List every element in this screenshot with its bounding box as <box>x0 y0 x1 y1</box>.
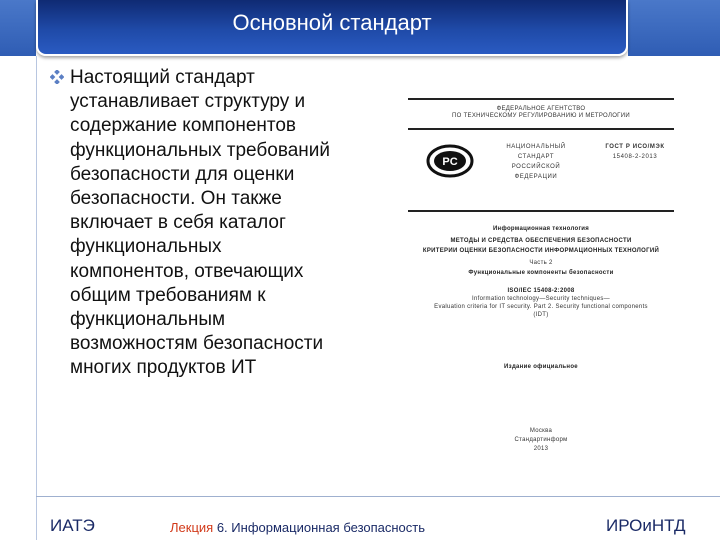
cover-edition: Издание официальное <box>504 364 578 370</box>
standard-cover-image <box>408 98 674 468</box>
footer-lecture-word: Лекция <box>170 520 214 535</box>
cover-country: РОССИЙСКОЙ <box>511 164 561 170</box>
footer-divider-line <box>36 496 720 497</box>
title-bar <box>36 0 628 56</box>
cover-publisher: Стандартинформ <box>514 437 568 443</box>
header-strip <box>0 0 720 56</box>
cover-gost-block <box>600 142 670 162</box>
cover-national: НАЦИОНАЛЬНЫЙ <box>506 144 566 150</box>
slide-title: Основной стандарт <box>232 10 432 35</box>
footer-lecture-topic: Информационная безопасность <box>231 520 426 535</box>
left-divider-line <box>36 56 37 540</box>
cover-agency-line2: ПО ТЕХНИЧЕСКОМУ РЕГУЛИРОВАНИЮ И МЕТРОЛОГИИ <box>452 113 630 119</box>
cover-year: 2013 <box>533 446 549 452</box>
cover-it-label: Информационная технология <box>492 226 590 232</box>
cover-federation: ФЕДЕРАЦИИ <box>514 174 558 180</box>
cover-middle-rule <box>408 210 674 212</box>
cover-en1: Information technology—Security techniques— <box>472 296 610 302</box>
footer-department: ИРОиНТД <box>606 516 686 535</box>
cover-city: Москва <box>529 428 553 434</box>
footer-institute: ИАТЭ <box>50 516 95 535</box>
diamond-bullet-icon <box>50 70 64 84</box>
gost-r-logo-icon <box>426 144 474 178</box>
cover-gost-number: 15408-2-2013 <box>612 154 658 160</box>
footer-lecture <box>170 520 425 535</box>
cover-national-block <box>496 142 576 182</box>
cover-agency-line1: ФЕДЕРАЛЬНОЕ АГЕНТСТВО <box>496 106 586 112</box>
cover-methods: МЕТОДЫ И СРЕДСТВА ОБЕСПЕЧЕНИЯ БЕЗОПАСНОСТИ <box>450 238 632 244</box>
footer-lecture-number: 6. <box>216 520 228 535</box>
cover-iso: ISO/IEC 15408-2:2008 <box>507 288 575 294</box>
header-side-panel-right <box>628 0 720 56</box>
cover-idt: (IDT) <box>533 312 549 318</box>
svg-text:PC: PC <box>442 156 458 168</box>
bullet-text: Настоящий стандарт устанавливает структуру и содержание компонентов функциональных требований безопасности для оценки безопасности. Он также включает в себя каталог функциональных компонентов, отвечающих общим требованиям к функциональным возможностям безопасности многих продуктов ИТ <box>70 67 330 379</box>
cover-en2: Evaluation criteria for IT security. Part 2. Security functional components <box>434 304 648 310</box>
cover-part: Часть 2 <box>529 260 553 266</box>
cover-top-rule <box>408 98 674 100</box>
cover-gost: ГОСТ Р ИСО/МЭК <box>605 144 665 150</box>
cover-criteria: КРИТЕРИИ ОЦЕНКИ БЕЗОПАСНОСТИ ИНФОРМАЦИОННЫХ ТЕХНОЛОГИЙ <box>422 248 660 254</box>
cover-upper-rule <box>408 128 674 130</box>
cover-components: Функциональные компоненты безопасности <box>468 270 614 276</box>
header-side-panel-left <box>0 0 36 56</box>
cover-standard: СТАНДАРТ <box>517 154 555 160</box>
